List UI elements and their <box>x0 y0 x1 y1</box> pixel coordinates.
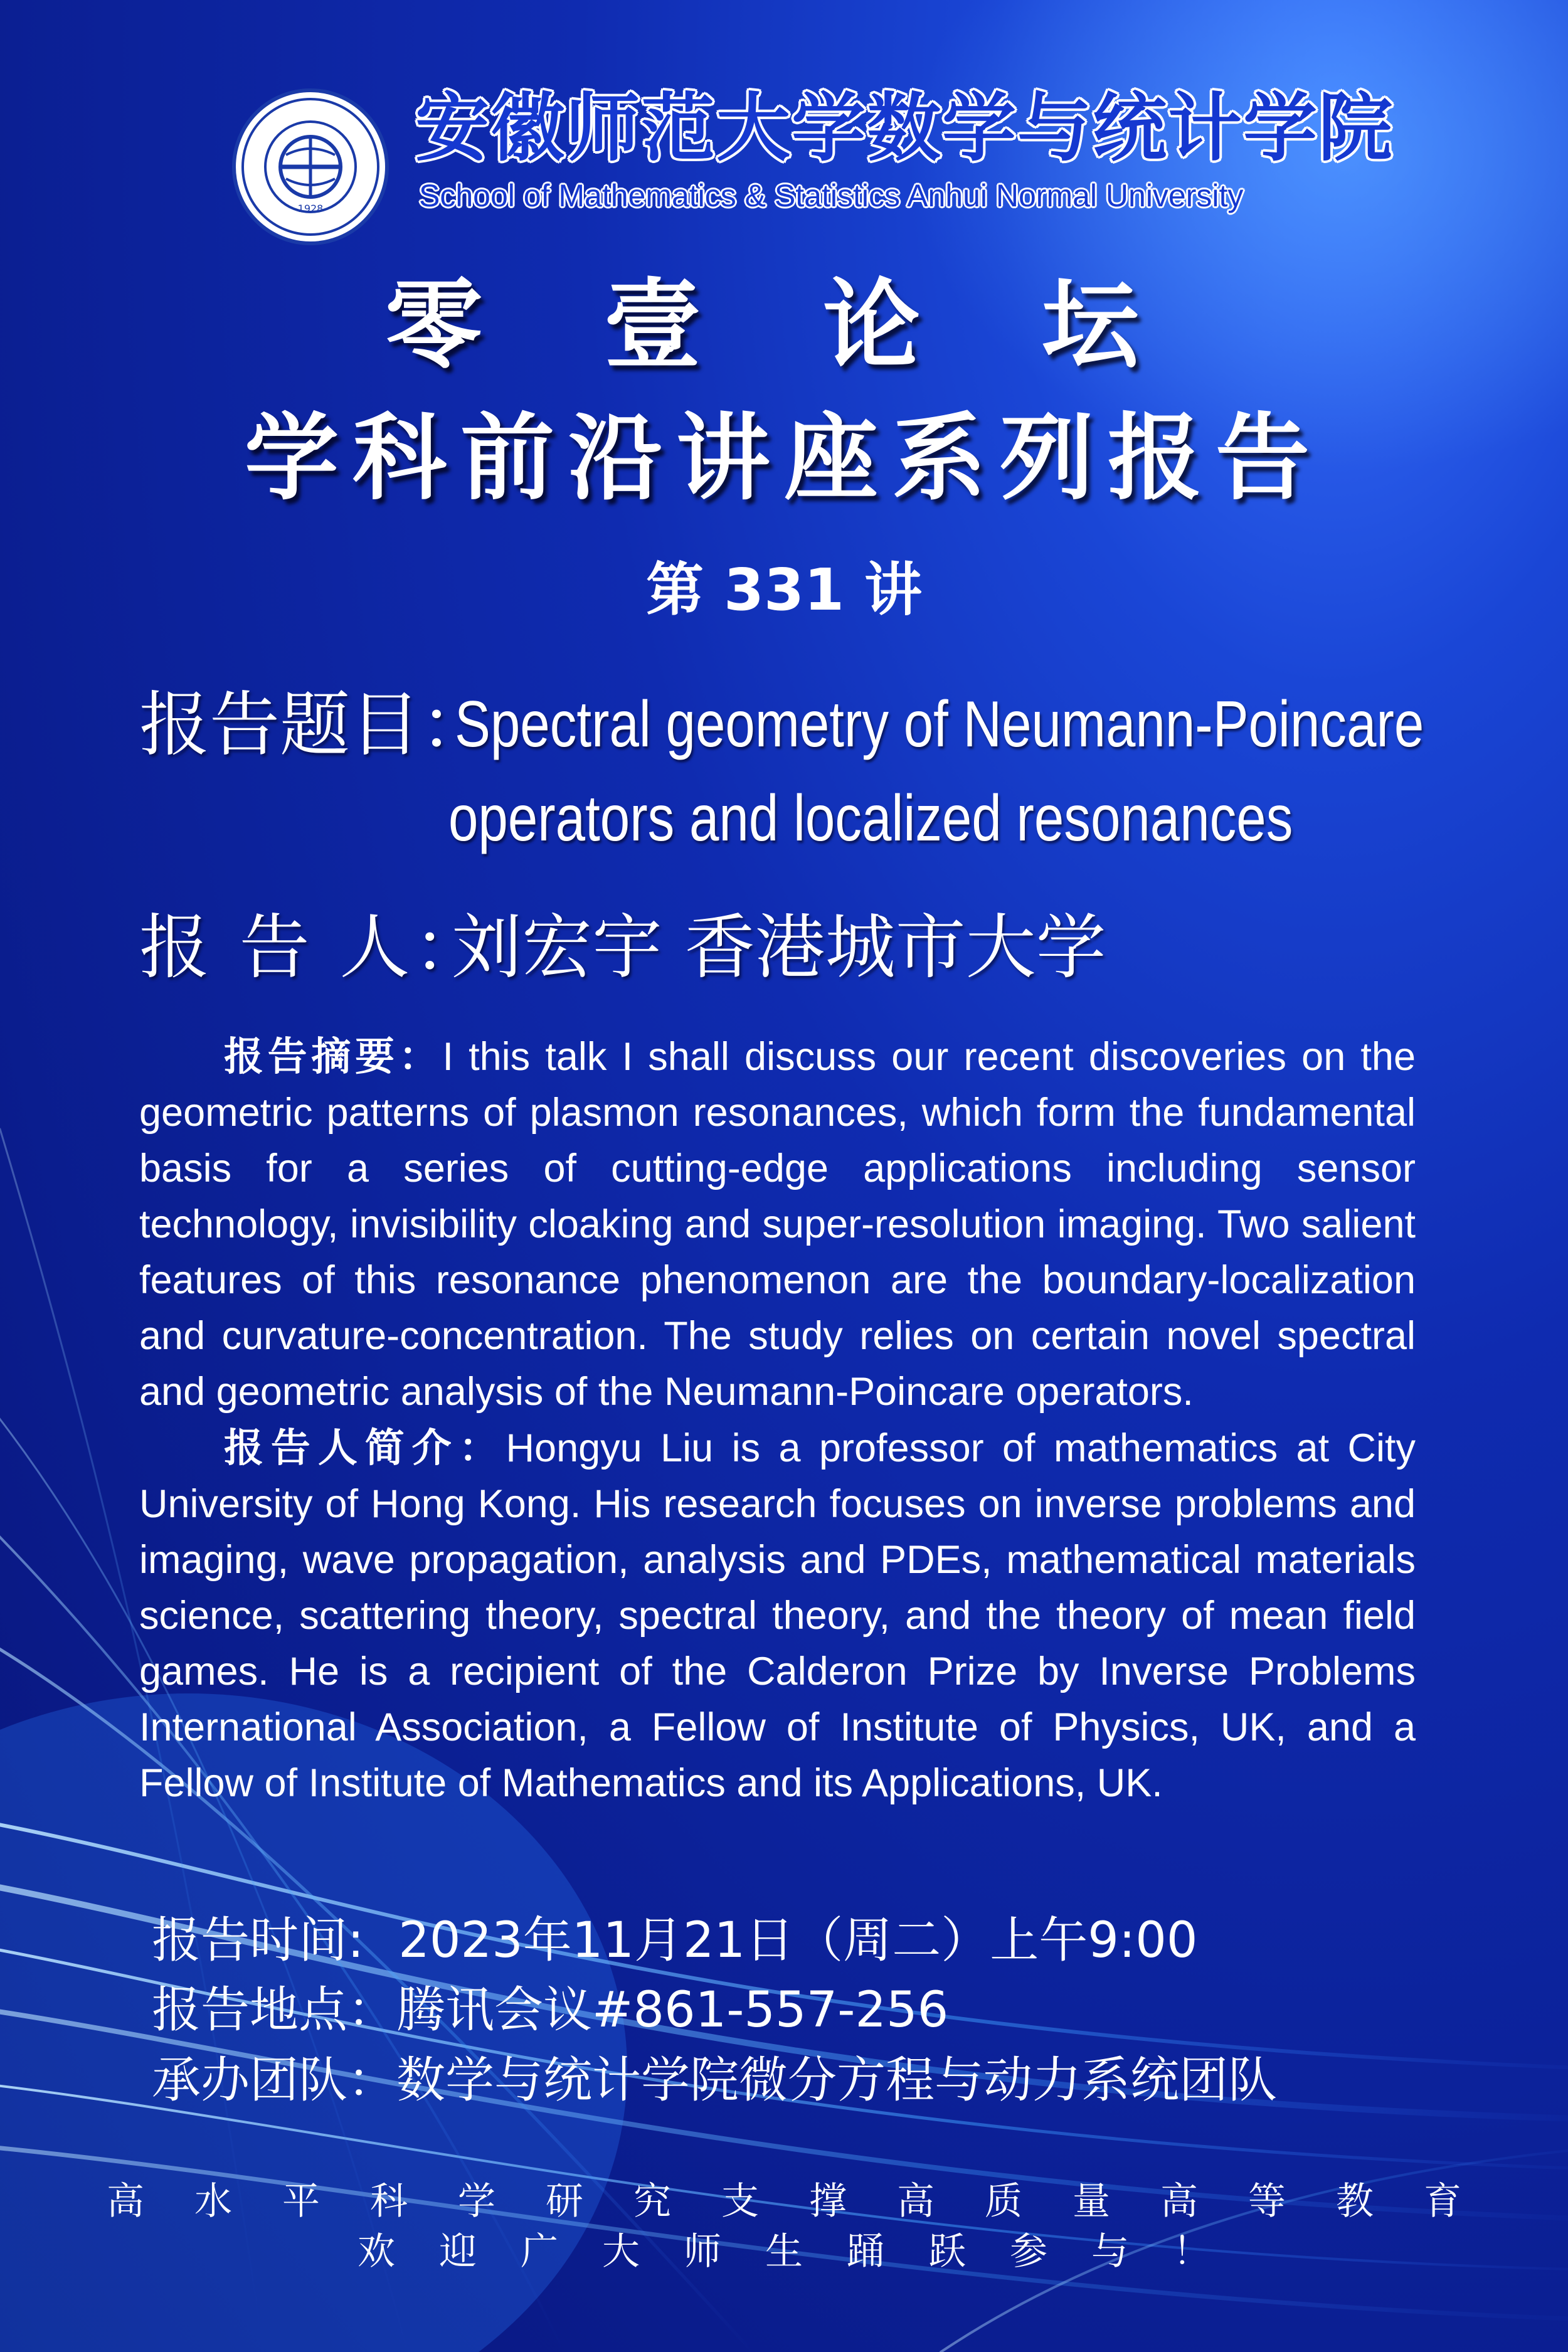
talk-title-line-2: operators and localized resonances <box>448 782 1293 855</box>
slogan-line-1: 高水平科学研究支撑高质量高等教育 <box>107 2180 1512 2223</box>
university-seal-icon <box>232 88 389 245</box>
forum-title: 零 壹 论 坛 <box>385 267 1183 382</box>
speaker-label: 报 告 人： <box>139 907 488 988</box>
school-name-chinese: 安徽师范大学数学与统计学院 <box>415 85 1394 171</box>
place-value: 腾讯会议#861-557-256 <box>396 1982 949 2038</box>
abstract-paragraph <box>139 1029 1416 1420</box>
info-time <box>152 1912 1198 1969</box>
speaker-name: 刘宏宇 香港城市大学 <box>452 907 1106 988</box>
slogan-line-2: 欢迎广大师生踊跃参与！ <box>358 2230 1254 2274</box>
abstract-label: 报告摘要： <box>224 1034 443 1079</box>
forum-subtitle: 学科前沿讲座系列报告 <box>244 403 1323 513</box>
abstract-text: I this talk I shall discuss our recent discoveries on the geometric patterns of plasmon resonances, which form the fundamental basis for a series of cutting-edge applications including sensor technology, invisibility cloaking and super-resolution imaging. Two salient features of this resonance phenomenon are the boundary-localization and curvature-concentration. The study relies on certain novel spectral and geometric analysis of the Neumann-Poincare operators. <box>139 1035 1416 1414</box>
info-host <box>152 2052 1278 2109</box>
school-header <box>232 85 1394 248</box>
bio-paragraph <box>139 1420 1416 1811</box>
talk-title-label: 报告题目： <box>139 684 490 766</box>
school-name-english: School of Mathematics & Statistics Anhui Normal University <box>419 178 1244 213</box>
time-value: 2023年11月21日（周二）上午9:00 <box>398 1912 1198 1969</box>
talk-title-line-1: Spectral geometry of Neumann-Poincare <box>455 688 1424 761</box>
bio-text: Hongyu Liu is a professor of mathematics at City University of Hong Kong. His research focuses on inverse problems and imaging, wave propagation, analysis and PDEs, mathematical materials science, scattering theory, spectral theory, and the theory of mean field games. He is a recipient of the Calderon Prize by Inverse Problems International Association, a Fellow of Institute of Physics, UK, and a Fellow of Institute of Mathematics and its Applications, UK. <box>139 1426 1416 1805</box>
host-label: 承办团队： <box>152 2052 397 2109</box>
lecture-number: 第 331 讲 <box>645 556 923 623</box>
place-label: 报告地点： <box>152 1982 397 2038</box>
host-value: 数学与统计学院微分方程与动力系统团队 <box>396 2052 1278 2109</box>
abstract-block <box>139 1029 1416 1811</box>
info-place <box>152 1982 949 2038</box>
bio-label: 报告人简介： <box>224 1425 506 1471</box>
time-label: 报告时间: <box>152 1912 364 1969</box>
seal-year: 1928 <box>297 203 324 215</box>
